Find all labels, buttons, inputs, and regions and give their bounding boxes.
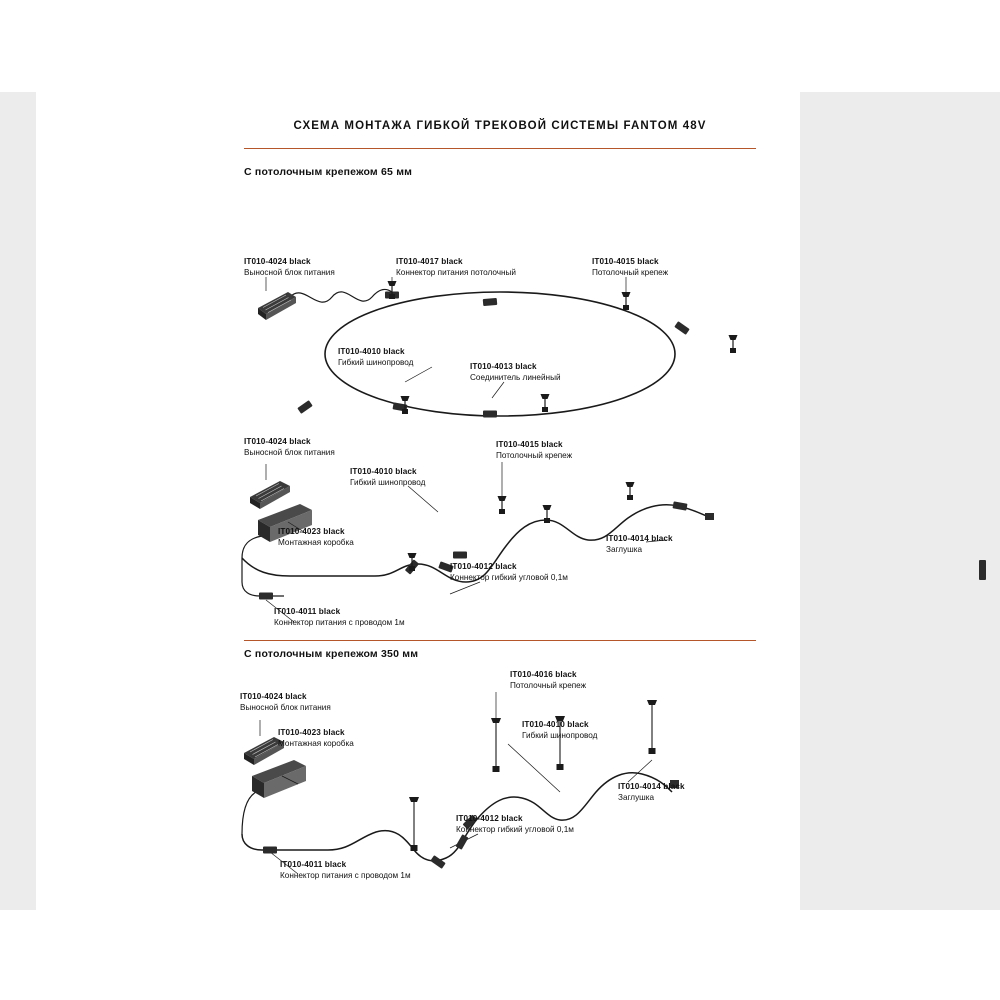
- callout-desc: Заглушка: [618, 792, 655, 802]
- callout-desc: Коннектор питания с проводом 1м: [280, 870, 411, 880]
- callout-desc: Коннектор гибкий угловой 0,1м: [450, 572, 568, 582]
- callout-desc: Гибкий шинопровод: [350, 477, 426, 487]
- diagram-ring: [258, 277, 738, 418]
- callout-desc: Коннектор питания с проводом 1м: [274, 617, 405, 627]
- callout-code: IT010-4014 black: [618, 782, 685, 791]
- callout-4015-wave65: [496, 440, 572, 462]
- callout-code: IT010-4023 black: [278, 527, 345, 536]
- callout-desc: Монтажная коробка: [278, 738, 354, 748]
- callout-code: IT010-4010 black: [350, 467, 417, 476]
- callout-4024-ring: [244, 257, 335, 279]
- callout-code: IT010-4015 black: [496, 440, 563, 449]
- detached-connector-part: [979, 560, 986, 580]
- diagram-artwork: [200, 92, 800, 910]
- callout-4010-wave65: [350, 467, 425, 489]
- callout-code: IT010-4014 black: [606, 534, 673, 543]
- diagram-wave-350: [242, 692, 679, 874]
- callout-code: IT010-4024 black: [244, 257, 311, 266]
- callout-desc: Соединитель линейный: [470, 372, 561, 382]
- callout-code: IT010-4010 black: [338, 347, 405, 356]
- callout-code: IT010-4011 black: [274, 607, 341, 616]
- callout-code: IT010-4024 black: [244, 437, 311, 446]
- diagram-sheet: [200, 92, 800, 910]
- section-heading-350mm: С потолочным крепежом 350 мм: [244, 648, 419, 660]
- left-margin-band: [0, 92, 36, 910]
- callout-4010-ring: [338, 347, 413, 369]
- callout-4013-ring: [470, 362, 561, 384]
- callout-4011-wave65: [274, 607, 405, 629]
- callout-desc: Выносной блок питания: [240, 702, 331, 712]
- callout-desc: Коннектор гибкий угловой 0,1м: [456, 824, 574, 834]
- callout-code: IT010-4015 black: [592, 257, 659, 266]
- callout-code: IT010-4011 black: [280, 860, 347, 869]
- callout-code: IT010-4016 black: [510, 670, 577, 679]
- mounting-box-3: [252, 760, 306, 798]
- callout-desc: Потолочный крепеж: [592, 267, 669, 277]
- power-supply-unit-2: [250, 481, 290, 509]
- callout-desc: Монтажная коробка: [278, 537, 354, 547]
- callout-code: IT010-4017 black: [396, 257, 463, 266]
- callout-4012-wave350: [456, 814, 574, 836]
- callout-desc: Выносной блок питания: [244, 267, 335, 277]
- callout-desc: Гибкий шинопровод: [338, 357, 414, 367]
- callout-4015-ring: [592, 257, 668, 279]
- callout-4017-ring: [396, 257, 516, 279]
- callout-code: IT010-4023 black: [278, 728, 345, 737]
- section-heading-65mm: С потолочным крепежом 65 мм: [244, 166, 413, 178]
- callout-4023-wave65: [278, 527, 354, 549]
- callout-4014-wave350: [618, 782, 685, 804]
- callout-desc: Потолочный крепеж: [510, 680, 587, 690]
- callout-desc: Заглушка: [606, 544, 643, 554]
- callout-code: IT010-4010 black: [522, 720, 589, 729]
- power-supply-unit-1: [258, 292, 296, 320]
- callout-4024-wave350: [240, 692, 331, 714]
- callout-desc: Гибкий шинопровод: [522, 730, 598, 740]
- right-margin-band: [796, 92, 1000, 910]
- callout-desc: Коннектор питания потолочный: [396, 267, 516, 277]
- callout-desc: Потолочный крепеж: [496, 450, 573, 460]
- end-cap-2: [705, 513, 714, 520]
- callout-code: IT010-4013 black: [470, 362, 537, 371]
- callout-4024-wave65: [244, 437, 335, 459]
- callout-4023-wave350: [278, 728, 354, 750]
- callout-code: IT010-4012 black: [450, 562, 517, 571]
- callout-4010-wave350: [522, 720, 597, 742]
- callout-code: IT010-4024 black: [240, 692, 307, 701]
- callout-code: IT010-4012 black: [456, 814, 523, 823]
- callout-4014-wave65: [606, 534, 673, 556]
- callout-4012-wave65: [450, 562, 568, 584]
- callout-4011-wave350: [280, 860, 411, 882]
- callout-4016-wave350: [510, 670, 586, 692]
- page-title: СХЕМА МОНТАЖА ГИБКОЙ ТРЕКОВОЙ СИСТЕМЫ FANTOM 48V: [293, 120, 707, 132]
- callout-desc: Выносной блок питания: [244, 447, 335, 457]
